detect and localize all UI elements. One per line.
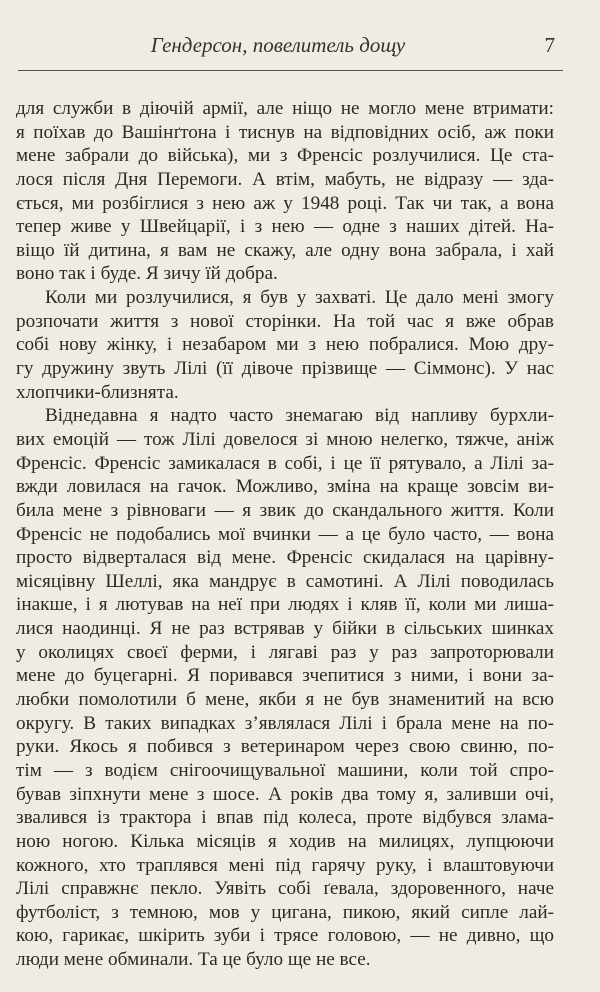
text-line: любки помолотили б мене, якби я не був знаменитий на всю xyxy=(16,689,554,711)
text-line: хлопчики-близнята. xyxy=(16,381,179,403)
text-line: звалився із трактора і впав під колеса, проте відбувся злама- xyxy=(16,807,554,829)
text-line: Френсіс. Френсіс замикалася в собі, і це її рятувало, а Лілі за- xyxy=(16,452,554,474)
text-line: вих емоцій — тож Лілі довелося зі мною нелегко, тяжче, аніж xyxy=(16,428,554,450)
text-line: інакше, і я лютував на неї при людях і кляв її, коли ми лиша- xyxy=(16,594,554,616)
text-line: бував зіпхнути мене з шосе. А років два тому я, заливши очі, xyxy=(16,783,554,805)
page-number: 7 xyxy=(544,33,555,57)
text-line: Лілі справжнє пекло. Уявіть собі ґевала, здоровенного, наче xyxy=(16,878,554,900)
text-line: Коли ми розлучилися, я був у захваті. Це дало мені змогу xyxy=(45,287,554,309)
text-line: гу дружину звуть Лілі (її дівоче прізвище — Сіммонс). У нас xyxy=(16,358,554,380)
text-line: Віднедавна я надто часто знемагаю від напливу бурхли- xyxy=(45,405,554,427)
text-line: лися наодинці. Я не раз встрявав у бійки в сільських шинках xyxy=(16,618,554,640)
text-line: собі нову жінку, і незабаром ми з нею побралися. Мою дру- xyxy=(16,334,554,356)
text-line: Френсіс не подобались мої вчинки — а це було часто, — вона xyxy=(16,523,554,545)
text-line: я поїхав до Вашінґтона і тиснув на відповідних осіб, аж поки xyxy=(16,121,554,143)
text-line: кою, гарикає, шкірить зуби і трясе головою, — не дивно, що xyxy=(16,925,554,947)
text-line: ною ногою. Кілька місяців я ходив на милицях, лупцюючи xyxy=(16,830,554,852)
text-line: у околицях своєї ферми, і лягаві раз у раз запроторювали xyxy=(16,641,554,663)
text-line: кожного, хто траплявся мені під гарячу руку, і влаштовуючи xyxy=(16,854,554,876)
body-text xyxy=(16,97,554,972)
text-line: розпочати життя з нової сторінки. На той час я вже обрав xyxy=(16,310,554,332)
text-line: люди мене обминали. Та це було ще не все. xyxy=(16,949,371,971)
text-line: тепер живе у Швейцарії, і з нею — одне з наших дітей. На- xyxy=(16,216,554,238)
running-title: Гендерсон, повелитель дощу xyxy=(150,33,406,57)
text-line: мене до буцегарні. Я поривався зчепитися з ними, і вони за- xyxy=(16,665,554,687)
text-line: мене забрали до війська), ми з Френсіс розлучилися. Це ста- xyxy=(16,145,554,167)
text-line: тім — з водієм снігоочищувальної машини, коли той спро- xyxy=(16,759,554,781)
page-header xyxy=(18,30,563,71)
text-line: вжди ловилася на гачок. Можливо, зміна на краще зовсім ви- xyxy=(16,476,554,498)
text-line: для служби в діючій армії, але ніщо не могло мене втримати: xyxy=(16,98,554,119)
text-line: била мене з рівноваги — я звик до скандального життя. Коли xyxy=(16,499,554,521)
text-line: воно так і буде. Я зичу їй добра. xyxy=(16,263,278,285)
text-line: лося після Дня Перемоги. А втім, мабуть, не відразу — зда- xyxy=(16,168,554,190)
text-line: віщо їй дитина, я вам не скажу, але одну вона забрала, і хай xyxy=(16,239,554,261)
text-line: руки. Якось я побився з ветеринаром через свою свиню, по- xyxy=(16,736,554,758)
text-line: ється, ми розбіглися з нею аж у 1948 році. Так чи так, а вона xyxy=(16,192,554,214)
text-line: футболіст, з темною, мов у цигана, пикою, який сипле лай- xyxy=(16,901,554,923)
text-line: місяцівну Шеллі, яка мандрує в самотині. А Лілі поводилась xyxy=(16,570,554,592)
text-line: округу. В таких випадках з’являлася Лілі і брала мене на по- xyxy=(16,712,554,734)
text-line: просто відверталася від мене. Френсіс скидалася на царівну- xyxy=(16,547,554,569)
